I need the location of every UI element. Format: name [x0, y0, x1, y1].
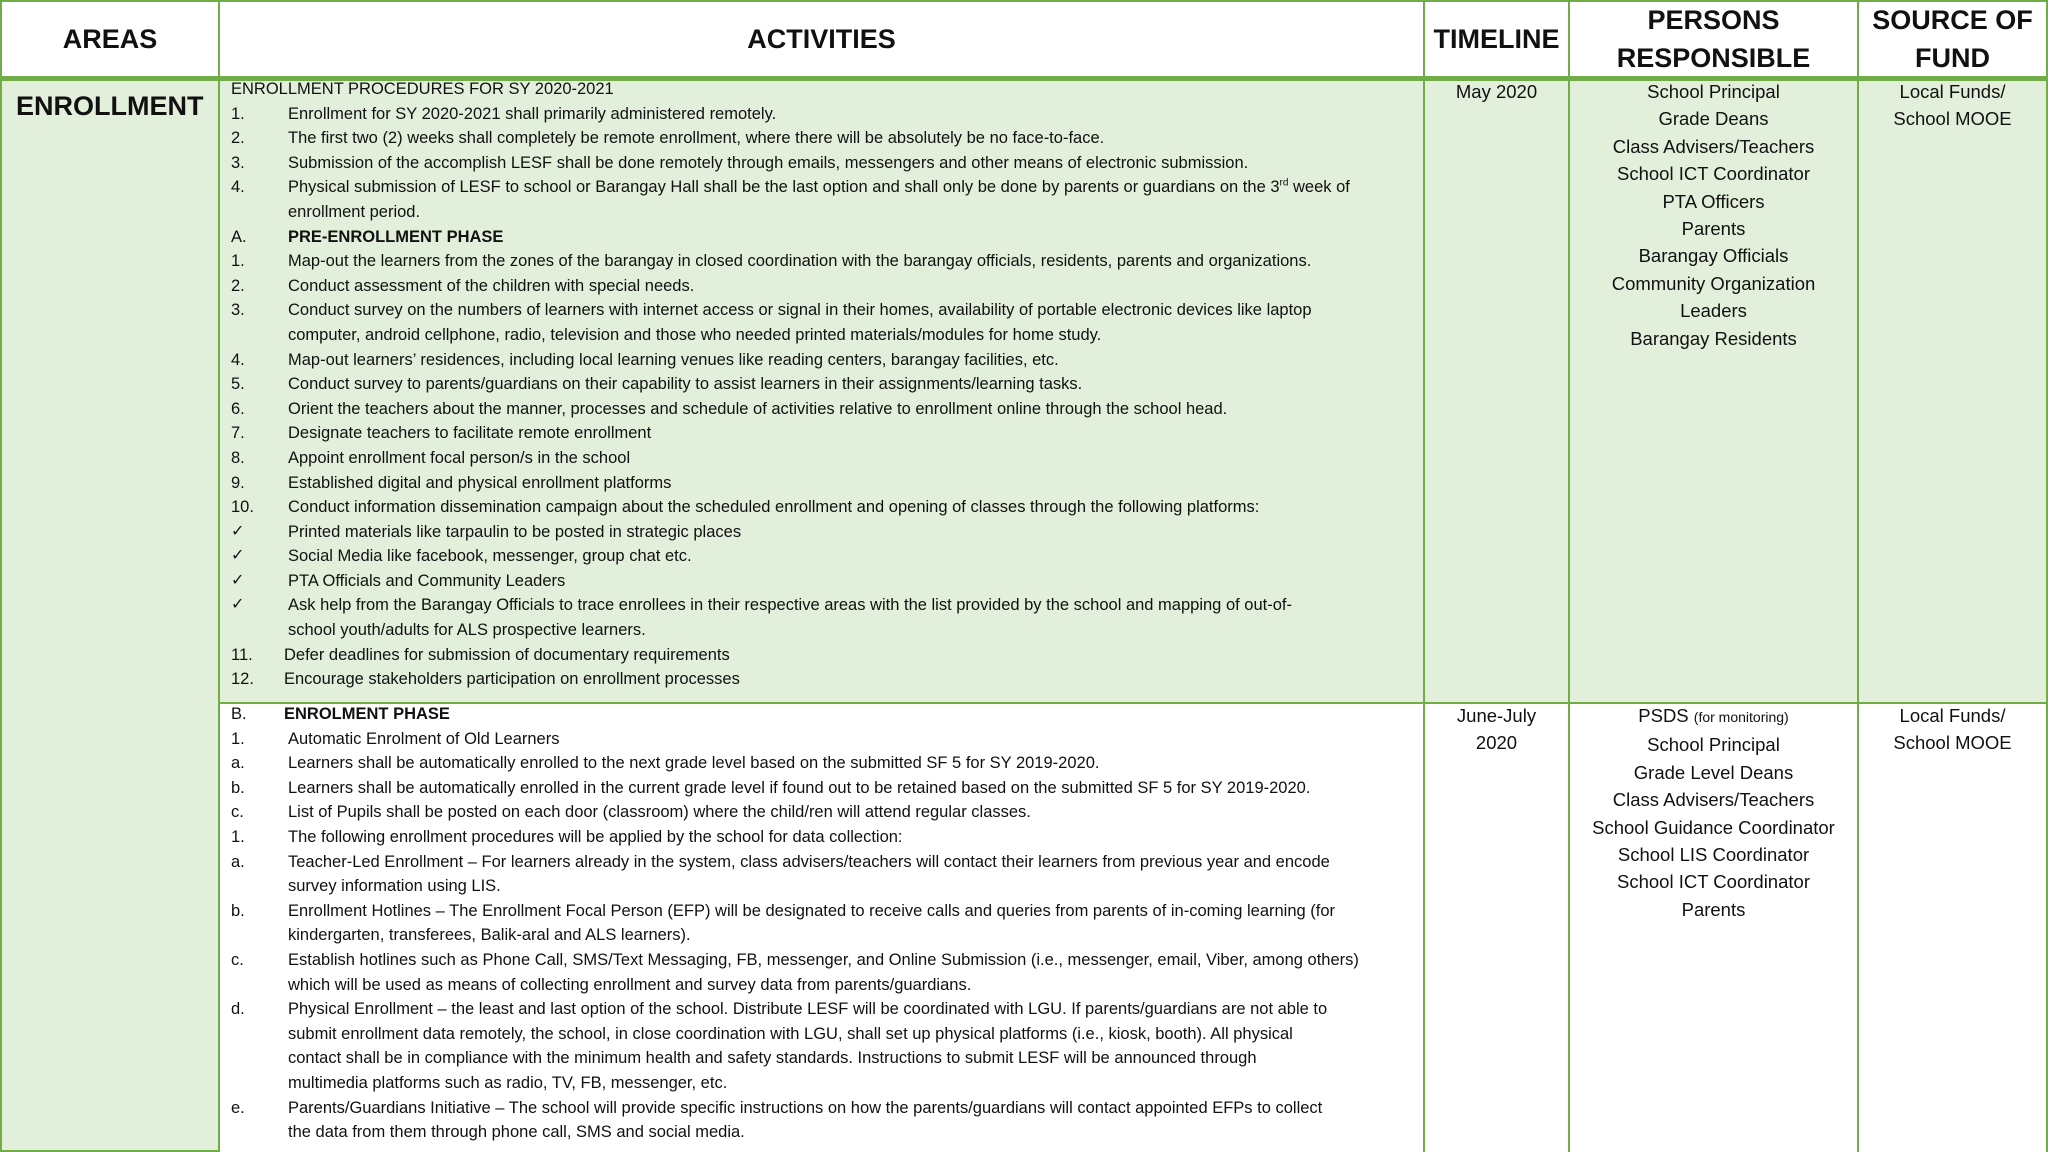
row1-fund-line1: Local Funds/: [1899, 81, 2006, 102]
row2-fund: [1859, 702, 2046, 757]
item-text-content: Learners shall be automatically enrolled to the next grade level based on the submitted SF 5 for SY 2019-2020.: [288, 754, 1100, 773]
person-entry: School ICT Coordinator: [1617, 871, 1810, 893]
item-number: 1.: [231, 827, 245, 846]
item-text-content: Conduct survey to parents/guardians on their capability to assist learners in their assignments/learning tasks.: [288, 375, 1083, 394]
item-text-content: List of Pupils shall be posted on each door (classroom) where the child/ren will attend regular classes.: [288, 803, 1031, 822]
row2-persons: [1570, 702, 1857, 923]
item-text: [288, 948, 1359, 973]
item-text-content: survey information using LIS.: [288, 877, 501, 896]
item-text: [288, 1096, 1322, 1121]
list-item: [231, 274, 695, 299]
list-item-continuation: [231, 200, 614, 225]
row2-fund-line2: School MOOE: [1893, 732, 2012, 754]
item-text: [288, 520, 741, 545]
item-text-content: Defer deadlines for submission of documentary requirements: [284, 645, 730, 664]
item-number: c.: [231, 950, 244, 969]
item-text-content: multimedia platforms such as radio, TV, FB, messenger, etc.: [288, 1073, 728, 1092]
list-item: [231, 520, 742, 545]
list-item: [231, 151, 1249, 176]
item-number: 4.: [231, 350, 245, 369]
item-text: [288, 225, 503, 250]
item-text: [288, 825, 903, 850]
item-number: 2.: [231, 129, 245, 148]
row1-activities: [231, 77, 1350, 692]
item-number: a.: [231, 754, 245, 773]
item-number: 11.: [231, 645, 253, 664]
item-text-content: Orient the teachers about the manner, processes and schedule of activities relative to enrollment online through the school head.: [288, 399, 1228, 418]
row2-fund-line1: Local Funds/: [1899, 705, 2006, 726]
list-item: [231, 249, 1312, 274]
row2-persons-first-label: PSDS: [1638, 705, 1689, 726]
item-text: [288, 800, 1031, 825]
header-fund-line2: FUND: [1915, 43, 1990, 73]
area-cell: [0, 78, 220, 1152]
item-text: [288, 899, 1335, 924]
item-text-content: Enrollment Hotlines – The Enrollment Focal Person (EFP) will be designated to receive calls and queries from parents of in-coming learning (for: [288, 901, 1336, 920]
item-text: [288, 421, 651, 446]
item-text: [288, 323, 1101, 348]
row1-timeline-cell: [1423, 78, 1570, 702]
list-item: [231, 298, 1312, 323]
person-entry: Grade Deans: [1658, 108, 1769, 130]
person-entry: Community Organization: [1611, 272, 1816, 294]
list-item: [231, 175, 1350, 200]
list-item-continuation: [231, 323, 1102, 348]
item-number: b.: [231, 901, 245, 920]
row2-persons-list: [1570, 731, 1857, 923]
item-text-content: contact shall be in compliance with the minimum health and safety standards. Instructions to submit LESF will be announced through: [288, 1049, 1257, 1068]
item-text: [288, 1120, 745, 1145]
item-number: 1.: [231, 729, 245, 748]
item-text: [288, 874, 501, 899]
item-text-content: the data from them through phone call, SMS and social media.: [288, 1123, 745, 1142]
list-item: [231, 126, 1105, 151]
item-text-content: Enrollment for SY 2020-2021 shall primarily administered remotely.: [288, 104, 777, 123]
item-number: 7.: [231, 424, 245, 443]
list-item: [231, 397, 1228, 422]
row2-timeline: [1425, 702, 1568, 757]
item-text-content: Automatic Enrolment of Old Learners: [288, 729, 560, 748]
row1-timeline: [1425, 78, 1568, 105]
item-text: [288, 850, 1330, 875]
item-text: [288, 997, 1327, 1022]
item-text: [288, 495, 1259, 520]
item-text: [288, 446, 630, 471]
item-text-content: Established digital and physical enrollment platforms: [288, 473, 672, 492]
checkmark-icon: ✓: [231, 522, 245, 540]
header-activities: ACTIVITIES: [218, 0, 1425, 78]
item-text-content: enrollment period.: [288, 202, 421, 221]
item-text-content: PTA Officials and Community Leaders: [288, 571, 566, 590]
item-text: [288, 348, 1059, 373]
item-text: [284, 667, 740, 692]
list-item-continuation: [231, 618, 646, 643]
person-entry: Parents: [1681, 218, 1746, 240]
item-text: [288, 126, 1104, 151]
item-number: 6.: [231, 399, 245, 418]
item-text-content: ENROLMENT PHASE: [284, 705, 450, 723]
list-item: [231, 495, 1260, 520]
row1-fund-line2: School MOOE: [1893, 108, 2012, 130]
item-text-content: Printed materials like tarpaulin to be posted in strategic places: [288, 522, 742, 541]
row1-persons: [1570, 78, 1857, 352]
person-entry: Barangay Residents: [1630, 327, 1797, 349]
item-number: 9.: [231, 473, 245, 492]
item-text-content: submit enrollment data remotely, the school, in close coordination with LGU, shall set up physical platforms (i.e., kiosk, booth). All physical: [288, 1024, 1293, 1043]
row1-fund-cell: [1857, 78, 2048, 702]
item-text: [288, 727, 559, 752]
item-number: A.: [231, 227, 247, 246]
item-text: [288, 102, 776, 127]
header-areas: AREAS: [0, 0, 220, 78]
person-entry: Parents: [1681, 898, 1746, 920]
item-text: [288, 397, 1227, 422]
item-number: B.: [231, 705, 247, 723]
person-entry: School Principal: [1647, 81, 1780, 102]
item-text: [288, 618, 646, 643]
item-text: [288, 298, 1312, 323]
item-text: [288, 973, 971, 998]
list-item: [231, 446, 631, 471]
list-item: [231, 667, 740, 692]
item-text-content: Ask help from the Barangay Officials to trace enrollees in their respective areas with the list provided by the school and mapping of out-of-: [288, 596, 1292, 615]
item-text: [288, 372, 1082, 397]
person-entry: School ICT Coordinator: [1617, 163, 1810, 185]
row1-list: [231, 102, 1350, 692]
row2-timeline-line2: 2020: [1475, 732, 1518, 754]
item-text: [288, 751, 1099, 776]
person-entry: Class Advisers/Teachers: [1612, 135, 1815, 157]
item-text: [288, 200, 420, 225]
item-text: [288, 776, 1310, 801]
item-number: d.: [231, 1000, 245, 1019]
item-number: 3.: [231, 301, 245, 320]
area-label: ENROLLMENT: [16, 91, 204, 121]
list-item: [231, 544, 692, 569]
header-fund: [1857, 0, 2048, 78]
item-text: [288, 175, 1350, 200]
item-text-content: Teacher-Led Enrollment – For learners already in the system, class advisers/teachers will contact their learners from previous year and encode: [288, 852, 1330, 871]
item-text: [288, 471, 671, 496]
item-text-content: Map-out learners’ residences, including local learning venues like reading centers, barangay facilities, etc.: [288, 350, 1059, 369]
row1-fund: [1859, 78, 2046, 133]
header-fund-line1: SOURCE OF: [1872, 5, 2033, 35]
item-text: [288, 151, 1248, 176]
item-number: 3.: [231, 153, 245, 172]
item-number: 4.: [231, 178, 245, 197]
item-text-content: Map-out the learners from the zones of the barangay in closed coordination with the barangay officials, residents, parents and organizations.: [288, 252, 1312, 271]
row1-title-text: ENROLLMENT PROCEDURES FOR SY 2020-2021: [231, 80, 614, 98]
header-timeline: TIMELINE: [1423, 0, 1570, 78]
person-entry: Barangay Officials: [1638, 245, 1789, 267]
list-item: [231, 569, 614, 594]
item-number: 2.: [231, 276, 245, 295]
item-number: 12.: [231, 670, 254, 689]
person-entry: Grade Level Deans: [1633, 761, 1794, 783]
item-text: [288, 1022, 1293, 1047]
item-text-content: Appoint enrollment focal person/s in the school: [288, 448, 631, 467]
person-entry: Class Advisers/Teachers: [1612, 789, 1815, 811]
item-number: 1.: [231, 104, 245, 123]
row2-fund-cell: [1857, 702, 2048, 1152]
header-persons-line1: PERSONS: [1647, 5, 1780, 35]
item-text-content: kindergarten, transferees, Balik-aral and ALS learners).: [288, 926, 691, 945]
item-text: [288, 1071, 727, 1096]
item-number: 5.: [231, 375, 245, 394]
item-text-content: Conduct assessment of the children with special needs.: [288, 276, 695, 295]
header-persons-line2: RESPONSIBLE: [1616, 43, 1811, 73]
row1-title: [231, 77, 614, 102]
item-text: [288, 274, 694, 299]
list-item: [231, 372, 1083, 397]
item-text-content: Designate teachers to facilitate remote enrollment: [288, 424, 652, 443]
item-number: c.: [231, 803, 244, 822]
checkmark-icon: ✓: [231, 547, 245, 565]
header-persons: [1568, 0, 1859, 78]
list-item: [231, 102, 777, 127]
item-text: [288, 593, 1292, 618]
item-text-content: Social Media like facebook, messenger, group chat etc.: [288, 547, 692, 566]
list-item: [231, 225, 614, 250]
checkmark-icon: ✓: [231, 571, 245, 589]
person-entry: School Guidance Coordinator: [1592, 816, 1835, 838]
item-number: a.: [231, 852, 245, 871]
item-number: 1.: [231, 252, 245, 271]
person-entry: School Principal: [1647, 734, 1780, 756]
item-text: [288, 569, 565, 594]
item-text: [288, 1046, 1257, 1071]
item-text-after: week of: [1288, 178, 1350, 197]
item-text-content: school youth/adults for ALS prospective learners.: [288, 621, 646, 640]
item-number: 10.: [231, 498, 254, 517]
person-entry: Leaders: [1680, 300, 1747, 322]
item-text-content: Parents/Guardians Initiative – The school will provide specific instructions on how the parents/guardians will contact appointed EFPs to collect: [288, 1098, 1323, 1117]
item-text: [288, 544, 692, 569]
item-number: 8.: [231, 448, 245, 467]
item-text-content: Conduct information dissemination campaign about the scheduled enrollment and opening of classes through the following platforms:: [288, 498, 1260, 517]
person-entry: School LIS Coordinator: [1617, 844, 1810, 866]
row2-persons-first-note: (for monitoring): [1693, 709, 1789, 725]
list-item: [231, 471, 672, 496]
item-text-content: Submission of the accomplish LESF shall be done remotely through emails, messengers and other means of electronic submission.: [288, 153, 1249, 172]
item-text: [284, 643, 730, 668]
item-text-content: PRE-ENROLLMENT PHASE: [288, 227, 504, 246]
item-text-content: Physical submission of LESF to school or Barangay Hall shall be the last option and shall only be done by parents or guardians on the 3: [288, 178, 1280, 197]
item-text: [288, 249, 1311, 274]
row2-timeline-line1: June-July: [1456, 705, 1537, 726]
item-text-content: Establish hotlines such as Phone Call, SMS/Text Messaging, FB, messenger, and Online Submission (i.e., messenger, email, Viber, among others): [288, 950, 1359, 969]
list-item: [231, 593, 1292, 618]
item-text: [284, 702, 450, 727]
list-item: [231, 348, 1059, 373]
item-text-content: computer, android cellphone, radio, television and those who needed printed materials/modules for home study.: [288, 325, 1102, 344]
row1-timeline-value: May 2020: [1455, 81, 1538, 102]
item-number: b.: [231, 778, 245, 797]
item-number: e.: [231, 1098, 245, 1117]
item-text-content: Encourage stakeholders participation on enrollment processes: [284, 670, 740, 689]
item-text-content: The following enrollment procedures will be applied by the school for data collection:: [288, 827, 903, 846]
item-text-content: Conduct survey on the numbers of learners with internet access or signal in their homes, availability of portable electronic devices like laptop: [288, 301, 1312, 320]
checkmark-icon: ✓: [231, 596, 245, 614]
item-text-content: Learners shall be automatically enrolled in the current grade level if found out to be retained based on the submitted SF 5 for SY 2019-2020.: [288, 778, 1311, 797]
person-entry: PTA Officers: [1662, 190, 1765, 212]
list-item: [231, 643, 730, 668]
row2-persons-first: [1570, 702, 1857, 731]
item-text-content: which will be used as means of collecting enrollment and survey data from parents/guardians.: [288, 975, 972, 994]
item-text: [288, 923, 691, 948]
item-text-content: The first two (2) weeks shall completely be remote enrollment, where there will be absolutely be no face-to-face.: [288, 129, 1105, 148]
item-text-content: Physical Enrollment – the least and last option of the school. Distribute LESF will be coordinated with LGU. If parents/guardians are not able to: [288, 1000, 1328, 1019]
superscript: rd: [1279, 177, 1289, 189]
list-item: [231, 421, 652, 446]
row2-timeline-cell: [1423, 702, 1570, 1152]
